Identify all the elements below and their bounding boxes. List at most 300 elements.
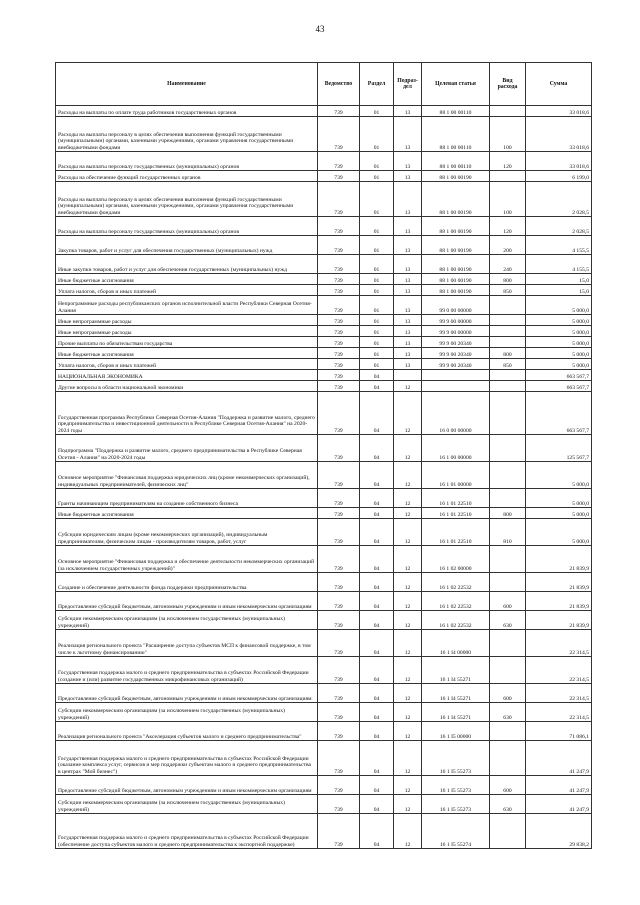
cell-expense-type (490, 381, 526, 392)
cell-amount: 2 028,5 (526, 217, 592, 236)
table-row (56, 106, 592, 117)
cell-target-article: 99 0 00 00000 (422, 296, 490, 315)
cell-amount: 5 000,0 (526, 462, 592, 489)
cell-name: Государственная поддержка малого и среднего предпринимательства в субъектах Российской Федерации (обеспечение доступа субъектов малого и среднего предпринимательства к экспортной поддержке) (56, 814, 318, 849)
cell-department: 739 (318, 315, 360, 326)
cell-target-article: 16 1 I4 55271 (422, 684, 490, 703)
table-row (56, 392, 592, 435)
cell-expense-type (490, 296, 526, 315)
cell-expense-type: 800 (490, 348, 526, 359)
cell-department: 739 (318, 274, 360, 285)
cell-expense-type (490, 489, 526, 508)
cell-department: 739 (318, 573, 360, 592)
cell-department: 739 (318, 217, 360, 236)
cell-expense-type (490, 573, 526, 592)
cell-expense-type (490, 722, 526, 741)
cell-target-article: 16 1 02 22532 (422, 573, 490, 592)
cell-target-article: 16 1 I5 55274 (422, 814, 490, 849)
cell-name: Субсидии некоммерческим организациям (за исключением государственных (муниципальных) учреждений) (56, 611, 318, 630)
cell-amount: 21 839,9 (526, 546, 592, 573)
cell-department: 739 (318, 182, 360, 217)
cell-section: 01 (360, 326, 394, 337)
cell-section: 01 (360, 117, 394, 152)
cell-subsection: 12 (394, 795, 422, 814)
cell-target-article: 99 9 00 20340 (422, 337, 490, 348)
table-row (56, 171, 592, 182)
cell-section: 04 (360, 741, 394, 776)
cell-amount: 21 839,9 (526, 573, 592, 592)
cell-expense-type: 200 (490, 236, 526, 255)
cell-section: 01 (360, 171, 394, 182)
cell-subsection: 12 (394, 573, 422, 592)
cell-name: Уплата налогов, сборов и иных платежей (56, 359, 318, 370)
cell-section: 01 (360, 255, 394, 274)
cell-amount: 21 839,9 (526, 611, 592, 630)
cell-amount: 5 000,0 (526, 296, 592, 315)
cell-expense-type: 100 (490, 182, 526, 217)
cell-subsection: 12 (394, 741, 422, 776)
cell-name: Расходы на выплаты персоналу государственных (муниципальных) органов (56, 217, 318, 236)
cell-amount: 29 838,2 (526, 814, 592, 849)
cell-department: 739 (318, 519, 360, 546)
cell-expense-type: 850 (490, 285, 526, 296)
table-row (56, 508, 592, 519)
cell-department: 739 (318, 611, 360, 630)
table-row (56, 182, 592, 217)
cell-target-article: 16 1 02 22532 (422, 592, 490, 611)
cell-subsection: 13 (394, 236, 422, 255)
cell-target-article: 16 1 01 22510 (422, 489, 490, 508)
cell-target-article: 88 1 00 00190 (422, 171, 490, 182)
cell-expense-type (490, 546, 526, 573)
cell-subsection: 13 (394, 255, 422, 274)
cell-name: Закупка товаров, работ и услуг для обеспечения государственных (муниципальных) нужд (56, 236, 318, 255)
cell-expense-type: 800 (490, 274, 526, 285)
cell-subsection: 12 (394, 381, 422, 392)
cell-section: 04 (360, 546, 394, 573)
cell-target-article (422, 370, 490, 381)
cell-name: Создание и обеспечение деятельности фонда поддержки предпринимательства (56, 573, 318, 592)
cell-expense-type: 120 (490, 217, 526, 236)
cell-amount: 125 567,7 (526, 435, 592, 462)
table-row (56, 703, 592, 722)
table-row (56, 152, 592, 171)
table-row (56, 462, 592, 489)
cell-target-article: 16 1 I5 55273 (422, 795, 490, 814)
cell-target-article: 16 1 01 00000 (422, 462, 490, 489)
cell-section: 01 (360, 359, 394, 370)
cell-subsection: 12 (394, 462, 422, 489)
cell-name: Другие вопросы в области национальной экономики (56, 381, 318, 392)
cell-name: Расходы на выплаты персоналу в целях обеспечения выполнения функций государственными (муниципальными) органами, казенными учреждениями, органами управления государственными внебюджетными фондами (56, 117, 318, 152)
table-row (56, 435, 592, 462)
cell-expense-type: 600 (490, 776, 526, 795)
cell-name: Предоставление субсидий бюджетным, автономным учреждениям и иным некоммерческим организациям (56, 776, 318, 795)
cell-amount: 5 000,0 (526, 326, 592, 337)
cell-amount: 33 018,6 (526, 117, 592, 152)
cell-amount: 4 155,5 (526, 255, 592, 274)
cell-expense-type: 630 (490, 795, 526, 814)
cell-target-article: 88 1 00 00190 (422, 236, 490, 255)
cell-amount: 5 000,0 (526, 519, 592, 546)
table-row (56, 573, 592, 592)
table-row (56, 274, 592, 285)
cell-target-article: 88 1 00 00110 (422, 152, 490, 171)
cell-department: 739 (318, 359, 360, 370)
cell-section: 04 (360, 489, 394, 508)
cell-subsection: 13 (394, 106, 422, 117)
cell-section: 01 (360, 348, 394, 359)
cell-department: 739 (318, 117, 360, 152)
cell-amount: 5 000,0 (526, 337, 592, 348)
cell-section: 04 (360, 776, 394, 795)
cell-expense-type: 600 (490, 684, 526, 703)
table-row (56, 795, 592, 814)
cell-department: 739 (318, 684, 360, 703)
cell-target-article: 88 1 00 00190 (422, 255, 490, 274)
budget-table (55, 62, 592, 849)
cell-subsection: 12 (394, 684, 422, 703)
cell-name: Подпрограмма "Поддержка и развитие малого, среднего предпринимательства в Республике Северная Осетия - Алания" на 2020-2024 годы (56, 435, 318, 462)
table-row (56, 722, 592, 741)
cell-subsection: 12 (394, 489, 422, 508)
table-row (56, 611, 592, 630)
table-row (56, 741, 592, 776)
cell-target-article: 16 1 I5 55273 (422, 741, 490, 776)
cell-department: 739 (318, 255, 360, 274)
cell-amount: 22 314,5 (526, 657, 592, 684)
cell-section: 01 (360, 236, 394, 255)
cell-subsection: 12 (394, 392, 422, 435)
cell-amount: 663 567,7 (526, 370, 592, 381)
cell-target-article: 16 1 I4 55271 (422, 703, 490, 722)
cell-amount: 5 000,0 (526, 508, 592, 519)
cell-target-article: 16 1 I5 00000 (422, 722, 490, 741)
cell-section: 01 (360, 182, 394, 217)
table-row (56, 337, 592, 348)
cell-name: Иные закупки товаров, работ и услуг для обеспечения государственных (муниципальных) нужд (56, 255, 318, 274)
cell-name: Реализация регионального проекта "Расширение доступа субъектов МСП к финансовой поддержке, в том числе к льготному финансированию" (56, 630, 318, 657)
cell-section: 04 (360, 508, 394, 519)
header-expense-type: Вид расхода (490, 63, 526, 106)
cell-name: Предоставление субсидий бюджетным, автономным учреждениям и иным некоммерческим организациям (56, 592, 318, 611)
cell-amount: 15,0 (526, 274, 592, 285)
cell-section: 04 (360, 519, 394, 546)
cell-amount: 41 247,9 (526, 776, 592, 795)
cell-section: 04 (360, 722, 394, 741)
cell-target-article: 16 1 01 22510 (422, 508, 490, 519)
cell-amount: 5 000,0 (526, 348, 592, 359)
cell-expense-type: 850 (490, 359, 526, 370)
cell-amount: 33 018,6 (526, 152, 592, 171)
cell-name: Государственная поддержка малого и среднего предпринимательства в субъектах Российской Федерации (оказание комплекса услуг, сервисов и мер поддержки субъектам малого и среднего предпринимательства в центрах "Мой бизнес") (56, 741, 318, 776)
cell-department: 739 (318, 435, 360, 462)
cell-name: Прочие выплаты по обязательствам государства (56, 337, 318, 348)
cell-target-article: 16 1 00 00000 (422, 435, 490, 462)
cell-section: 04 (360, 392, 394, 435)
cell-section: 04 (360, 630, 394, 657)
table-row (56, 348, 592, 359)
table-row (56, 546, 592, 573)
cell-target-article: 16 1 I5 55273 (422, 776, 490, 795)
cell-amount: 663 567,7 (526, 381, 592, 392)
cell-name: Расходы на выплаты персоналу в целях обеспечения выполнения функций государственными (муниципальными) органами, казенными учреждениями, органами управления государственными внебюджетными фондами (56, 182, 318, 217)
cell-department: 739 (318, 392, 360, 435)
cell-target-article: 16 1 02 00000 (422, 546, 490, 573)
cell-section: 04 (360, 684, 394, 703)
cell-department: 739 (318, 814, 360, 849)
header-subsection: Подраз-дел (394, 63, 422, 106)
cell-department: 739 (318, 722, 360, 741)
header-target-article: Целевая статья (422, 63, 490, 106)
cell-department: 739 (318, 348, 360, 359)
cell-subsection: 13 (394, 315, 422, 326)
cell-section: 01 (360, 152, 394, 171)
cell-expense-type: 120 (490, 152, 526, 171)
cell-name: Расходы на обеспечение функций государственных органов (56, 171, 318, 182)
cell-expense-type (490, 326, 526, 337)
table-row (56, 776, 592, 795)
cell-subsection: 12 (394, 722, 422, 741)
cell-subsection: 13 (394, 274, 422, 285)
cell-section: 01 (360, 274, 394, 285)
cell-subsection: 13 (394, 337, 422, 348)
cell-target-article: 88 1 00 00110 (422, 117, 490, 152)
cell-department: 739 (318, 776, 360, 795)
table-row (56, 255, 592, 274)
cell-section: 04 (360, 795, 394, 814)
cell-expense-type: 810 (490, 519, 526, 546)
cell-subsection: 12 (394, 611, 422, 630)
cell-expense-type (490, 741, 526, 776)
cell-amount: 41 247,9 (526, 741, 592, 776)
cell-department: 739 (318, 326, 360, 337)
cell-expense-type (490, 814, 526, 849)
cell-department: 739 (318, 152, 360, 171)
table-row (56, 326, 592, 337)
cell-amount: 22 314,5 (526, 703, 592, 722)
cell-expense-type: 100 (490, 117, 526, 152)
cell-name: Основное мероприятие "Финансовая поддержка юридических лиц (кроме некоммерческих организаций), индивидуальных предпринимателей, физических лиц" (56, 462, 318, 489)
cell-section: 04 (360, 592, 394, 611)
cell-subsection: 13 (394, 285, 422, 296)
cell-amount: 5 000,0 (526, 489, 592, 508)
cell-name: Иные бюджетные ассигнования (56, 508, 318, 519)
cell-subsection: 13 (394, 217, 422, 236)
header-section: Раздел (360, 63, 394, 106)
table-row (56, 519, 592, 546)
cell-subsection: 13 (394, 117, 422, 152)
cell-name: Реализация регионального проекта "Акселерация субъектов малого и среднего предпринимательства" (56, 722, 318, 741)
cell-department: 739 (318, 462, 360, 489)
cell-department: 739 (318, 296, 360, 315)
table-row (56, 296, 592, 315)
cell-department: 739 (318, 741, 360, 776)
cell-target-article: 88 1 00 00110 (422, 106, 490, 117)
cell-target-article: 88 1 00 00190 (422, 285, 490, 296)
table-row (56, 489, 592, 508)
cell-target-article: 99 9 00 00000 (422, 315, 490, 326)
cell-amount: 33 018,6 (526, 106, 592, 117)
cell-name: Расходы на выплаты персоналу государственных (муниципальных) органов (56, 152, 318, 171)
cell-expense-type: 600 (490, 592, 526, 611)
cell-amount: 4 155,5 (526, 236, 592, 255)
cell-section: 04 (360, 611, 394, 630)
cell-target-article: 88 1 00 00190 (422, 182, 490, 217)
cell-name: Непрограммные расходы республиканских органов исполнительной власти Республики Северная Осетия-Алания (56, 296, 318, 315)
cell-section: 01 (360, 106, 394, 117)
cell-department: 739 (318, 592, 360, 611)
cell-expense-type (490, 630, 526, 657)
cell-subsection: 12 (394, 814, 422, 849)
cell-subsection: 13 (394, 182, 422, 217)
cell-subsection: 12 (394, 657, 422, 684)
cell-section: 01 (360, 285, 394, 296)
cell-subsection: 13 (394, 359, 422, 370)
cell-amount: 2 028,5 (526, 182, 592, 217)
cell-target-article: 16 1 I4 55271 (422, 657, 490, 684)
cell-department: 739 (318, 381, 360, 392)
table-row (56, 370, 592, 381)
cell-subsection: 12 (394, 519, 422, 546)
cell-name: Субсидии некоммерческим организациям (за исключением государственных (муниципальных) учреждений) (56, 795, 318, 814)
table-row (56, 684, 592, 703)
cell-subsection: 12 (394, 776, 422, 795)
table-row (56, 285, 592, 296)
cell-section: 01 (360, 217, 394, 236)
cell-target-article: 88 1 00 00190 (422, 217, 490, 236)
cell-subsection: 12 (394, 703, 422, 722)
cell-section: 01 (360, 337, 394, 348)
cell-expense-type (490, 337, 526, 348)
cell-expense-type (490, 315, 526, 326)
cell-name: Государственная поддержка малого и среднего предпринимательства в субъектах Российской Федерации (создание и (или) развитие государственных микрофинансовых организаций) (56, 657, 318, 684)
table-body (56, 106, 592, 849)
cell-expense-type: 630 (490, 611, 526, 630)
cell-section: 04 (360, 657, 394, 684)
table-header-row (56, 63, 592, 106)
cell-section: 04 (360, 381, 394, 392)
cell-name: Иные непрограммные расходы (56, 326, 318, 337)
cell-amount: 22 314,5 (526, 684, 592, 703)
cell-name: Субсидии некоммерческим организациям (за исключением государственных (муниципальных) учреждений) (56, 703, 318, 722)
table-row (56, 359, 592, 370)
cell-department: 739 (318, 630, 360, 657)
table-row (56, 217, 592, 236)
cell-subsection: 12 (394, 546, 422, 573)
cell-department: 739 (318, 508, 360, 519)
cell-target-article: 16 1 02 22532 (422, 611, 490, 630)
cell-amount: 41 247,9 (526, 795, 592, 814)
cell-target-article (422, 381, 490, 392)
cell-name: Иные бюджетные ассигнования (56, 274, 318, 285)
cell-subsection: 12 (394, 435, 422, 462)
cell-section: 04 (360, 703, 394, 722)
cell-name: Предоставление субсидий бюджетным, автономным учреждениям и иным некоммерческим организациям (56, 684, 318, 703)
cell-subsection (394, 370, 422, 381)
cell-department: 739 (318, 703, 360, 722)
cell-amount: 6 199,0 (526, 171, 592, 182)
cell-amount: 15,0 (526, 285, 592, 296)
cell-department: 739 (318, 106, 360, 117)
cell-target-article: 16 1 01 22510 (422, 519, 490, 546)
cell-name: Иные бюджетные ассигнования (56, 348, 318, 359)
cell-subsection: 13 (394, 296, 422, 315)
cell-target-article: 99 9 00 00000 (422, 326, 490, 337)
table-row (56, 814, 592, 849)
table-row (56, 630, 592, 657)
cell-department: 739 (318, 171, 360, 182)
cell-subsection: 12 (394, 630, 422, 657)
cell-expense-type (490, 171, 526, 182)
cell-department: 739 (318, 285, 360, 296)
cell-subsection: 13 (394, 152, 422, 171)
cell-section: 04 (360, 435, 394, 462)
cell-target-article: 88 1 00 00190 (422, 274, 490, 285)
cell-name: Уплата налогов, сборов и иных платежей (56, 285, 318, 296)
cell-subsection: 12 (394, 592, 422, 611)
cell-target-article: 16 1 I4 00000 (422, 630, 490, 657)
page-number: 43 (315, 24, 325, 34)
cell-expense-type: 240 (490, 255, 526, 274)
table-row (56, 381, 592, 392)
cell-section: 01 (360, 296, 394, 315)
cell-name: Государственная программа Республики Северная Осетия-Алания "Поддержка и развитие малого, среднего предпринимательства и инвестиционной деятельности в Республике Северная Осетия-Алания" на 2020-2024 годы (56, 392, 318, 435)
header-department: Ведомство (318, 63, 360, 106)
table-row (56, 117, 592, 152)
cell-name: Гранты начинающим предпринимателям на создание собственного бизнеса (56, 489, 318, 508)
cell-expense-type (490, 435, 526, 462)
cell-name: Иные непрограммные расходы (56, 315, 318, 326)
cell-department: 739 (318, 489, 360, 508)
cell-section: 04 (360, 462, 394, 489)
cell-expense-type: 630 (490, 703, 526, 722)
cell-expense-type (490, 657, 526, 684)
cell-department: 739 (318, 546, 360, 573)
cell-department: 739 (318, 657, 360, 684)
cell-subsection: 13 (394, 348, 422, 359)
cell-section: 01 (360, 315, 394, 326)
cell-expense-type (490, 370, 526, 381)
cell-amount: 5 000,0 (526, 315, 592, 326)
cell-expense-type: 800 (490, 508, 526, 519)
cell-amount: 22 314,5 (526, 630, 592, 657)
table-row (56, 236, 592, 255)
cell-section: 04 (360, 573, 394, 592)
cell-department: 739 (318, 236, 360, 255)
cell-target-article: 16 0 00 00000 (422, 392, 490, 435)
cell-name: Субсидии юридическим лицам (кроме некоммерческих организаций), индивидуальным предпринимателям, физическим лицам - производителям товаров, работ, услуг (56, 519, 318, 546)
cell-section: 04 (360, 814, 394, 849)
cell-name: Основное мероприятие "Финансовая поддержка и обеспечение деятельности некоммерческих организаций (за исключением государственных учреждений)" (56, 546, 318, 573)
cell-subsection: 13 (394, 171, 422, 182)
cell-section: 04 (360, 370, 394, 381)
cell-department: 739 (318, 337, 360, 348)
header-name: Наименование (56, 63, 318, 106)
cell-target-article: 99 9 00 20340 (422, 348, 490, 359)
cell-amount: 71 086,1 (526, 722, 592, 741)
cell-target-article: 99 9 00 20340 (422, 359, 490, 370)
cell-amount: 21 839,9 (526, 592, 592, 611)
cell-department: 739 (318, 795, 360, 814)
cell-expense-type (490, 392, 526, 435)
cell-amount: 663 567,7 (526, 392, 592, 435)
cell-subsection: 13 (394, 326, 422, 337)
cell-department: 739 (318, 370, 360, 381)
header-amount: Сумма (526, 63, 592, 106)
cell-expense-type (490, 106, 526, 117)
table-row (56, 657, 592, 684)
